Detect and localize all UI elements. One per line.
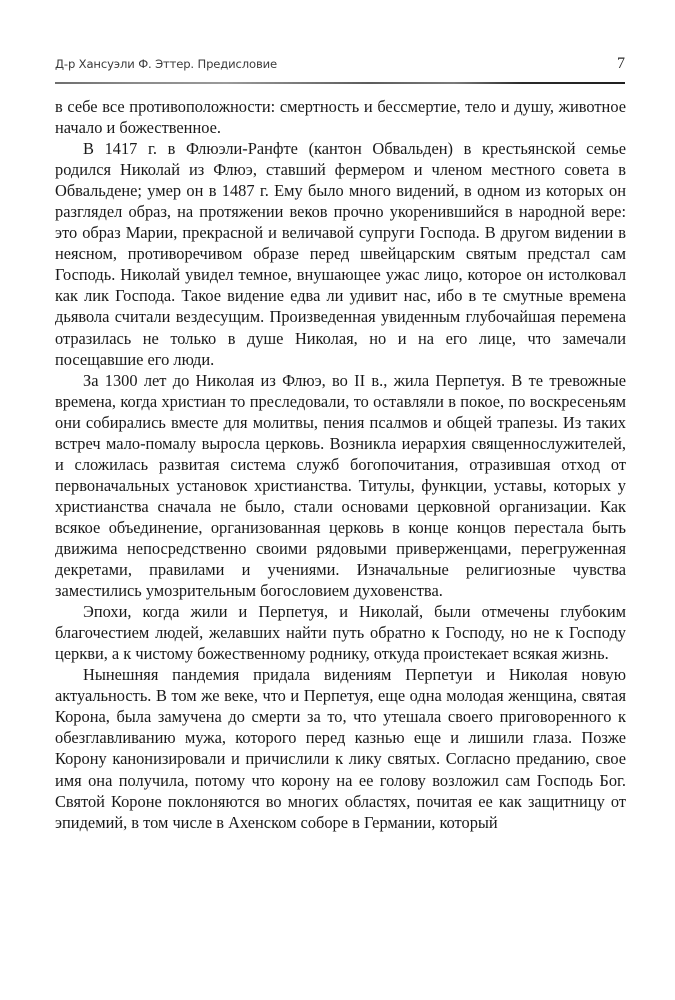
- header-divider-rule: [55, 82, 625, 84]
- body-text-column: [55, 96, 626, 833]
- running-head: [55, 56, 625, 78]
- paragraph: Нынешняя пандемия придала видениям Перпетуи и Николая новую актуальность. В том же веке, что и Перпетуя, еще одна молодая женщина, святая Корона, была замучена до смерти за то, что утешала своего приговоренного к обезглавливанию мужа, которого перед казнью еще и лишили глаза. Позже Корону канонизировали и причислили к лику святых. Согласно преданию, свое имя она получила, потому что корону на ее голову возложил сам Господь Бог. Святой Короне поклоняются во многих областях, почитая ее как защитницу от эпидемий, в том числе в Ахенском соборе в Германии, который: [55, 665, 626, 832]
- page-number: 7: [617, 55, 625, 72]
- running-head-title: Д-р Хансуэли Ф. Эттер. Предисловие: [55, 57, 277, 71]
- paragraph: Эпохи, когда жили и Перпетуя, и Николай, были отмечены глубоким благочестием людей, желавших найти путь обратно к Господу, но не к Господу церкви, а к чистому божественному роднику, откуда проистекает всякая жизнь.: [55, 602, 626, 664]
- paragraph: В 1417 г. в Флюэли-Ранфте (кантон Обвальден) в крестьянской семье родился Николай из Флюэ, ставший фермером и членом местного совета в Обвальдене; умер он в 1487 г. Ему было много видений, в одном из которых он разглядел образ, на протяжении веков прочно укоренившийся в народной вере: это образ Марии, прекрасной и величавой супруги Господа. В другом видении в неясном, противоречивом образе перед швейцарским святым предстал сам Господь. Николай увидел темное, внушающее ужас лицо, которое он истолковал как лик Господа. Такое видение едва ли удивит нас, ибо в те смутные времена дьявола считали вездесущим. Произведенная увиденным глубочайшая перемена отразилась не только в душе Николая, но и на его лице, что замечали посещавшие его люди.: [55, 139, 626, 369]
- paragraph: За 1300 лет до Николая из Флюэ, во II в., жила Перпетуя. В те тревожные времена, когда христиан то преследовали, то оставляли в покое, по воскресеньям они собирались вместе для молитвы, пения псалмов и общей трапезы. Из таких встреч мало-помалу выросла церковь. Возникла иерархия священнослужителей, и сложилась развитая система служб богопочитания, отразившая отход от первоначальных установок христианства. Титулы, функции, уставы, которых у христианства сначала не было, стали основами церковной организации. Как всякое объединение, организованная церковь в конце концов перестала быть движима непосредственно своими рядовыми приверженцами, перегруженная декретами, правилами и учениями. Изначальные религиозные чувства заместились умозрительным богословием духовенства.: [55, 370, 626, 601]
- paragraph: в себе все противоположности: смертность и бессмертие, тело и душу, животное начало и божественное.: [55, 97, 626, 138]
